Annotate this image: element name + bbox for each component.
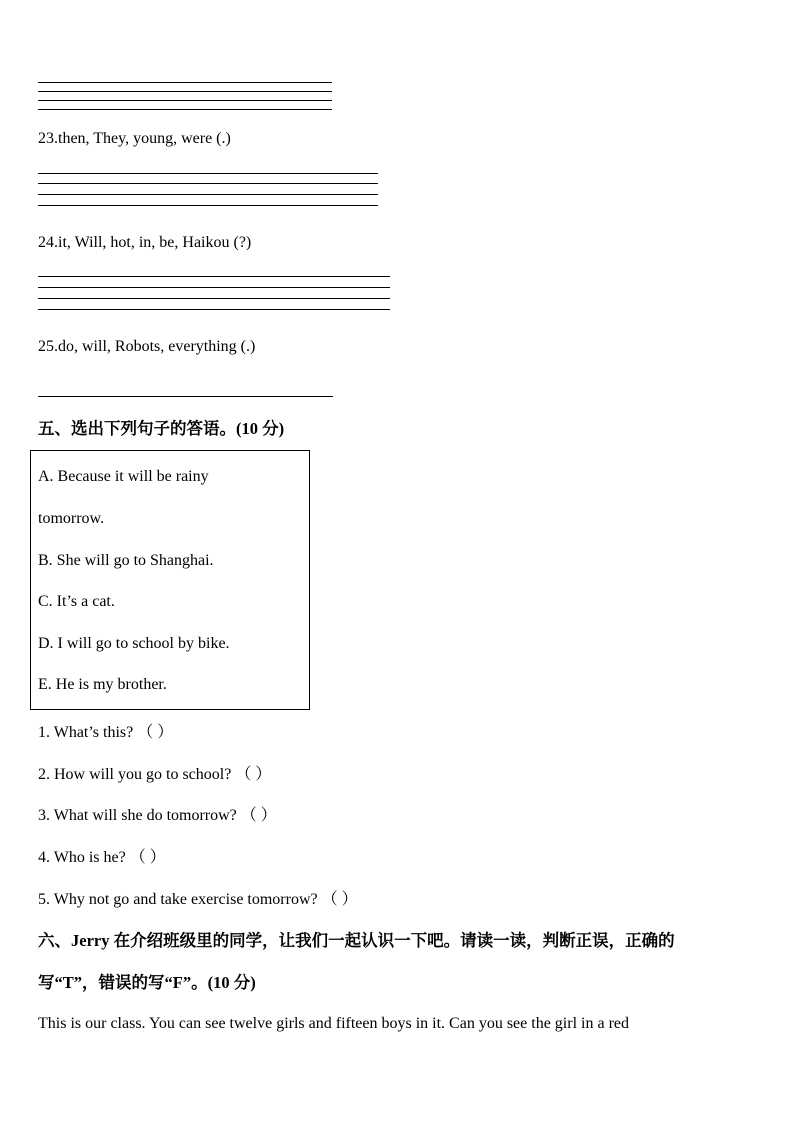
answer-line (38, 205, 378, 206)
section-6-heading-line1: 六、Jerry 在介绍班级里的同学，让我们一起认识一下吧。请读一读，判断正误，正确的 (38, 931, 675, 950)
question-23: 23.then, They, young, were (.) (38, 130, 231, 147)
match-question-5[interactable]: 5. Why not go and take exercise tomorrow? （ ） (38, 891, 358, 908)
option-a-cont: tomorrow. (38, 510, 105, 527)
section-5-heading: 五、选出下列句子的答语。(10 分) (38, 419, 285, 438)
reading-paragraph: This is our class. You can see twelve girls and fifteen boys in it. Can you see the girl in a red (38, 1015, 629, 1032)
answer-options-box (30, 450, 310, 710)
option-d: D. I will go to school by bike. (38, 635, 230, 652)
option-c: C. It’s a cat. (38, 593, 115, 610)
answer-line (38, 183, 378, 184)
match-question-4[interactable]: 4. Who is he? （ ） (38, 849, 166, 866)
answer-line (38, 109, 332, 110)
answer-line (38, 194, 378, 195)
option-a: A. Because it will be rainy (38, 468, 209, 485)
answer-line (38, 100, 332, 101)
question-25: 25.do, will, Robots, everything (.) (38, 338, 256, 355)
match-question-1[interactable]: 1. What’s this? （ ） (38, 724, 174, 741)
answer-line (38, 287, 390, 288)
answer-line (38, 82, 332, 83)
match-question-3[interactable]: 3. What will she do tomorrow? （ ） (38, 807, 277, 824)
question-24: 24.it, Will, hot, in, be, Haikou (?) (38, 234, 252, 251)
match-question-2[interactable]: 2. How will you go to school? （ ） (38, 766, 272, 783)
answer-line (38, 276, 390, 277)
answer-line (38, 309, 390, 310)
section-6-heading-line2: 写“T”，错误的写“F”。(10 分) (38, 973, 256, 992)
answer-line (38, 396, 333, 397)
option-b: B. She will go to Shanghai. (38, 552, 214, 569)
answer-line (38, 173, 378, 174)
answer-line (38, 91, 332, 92)
answer-line (38, 298, 390, 299)
option-e: E. He is my brother. (38, 676, 167, 693)
